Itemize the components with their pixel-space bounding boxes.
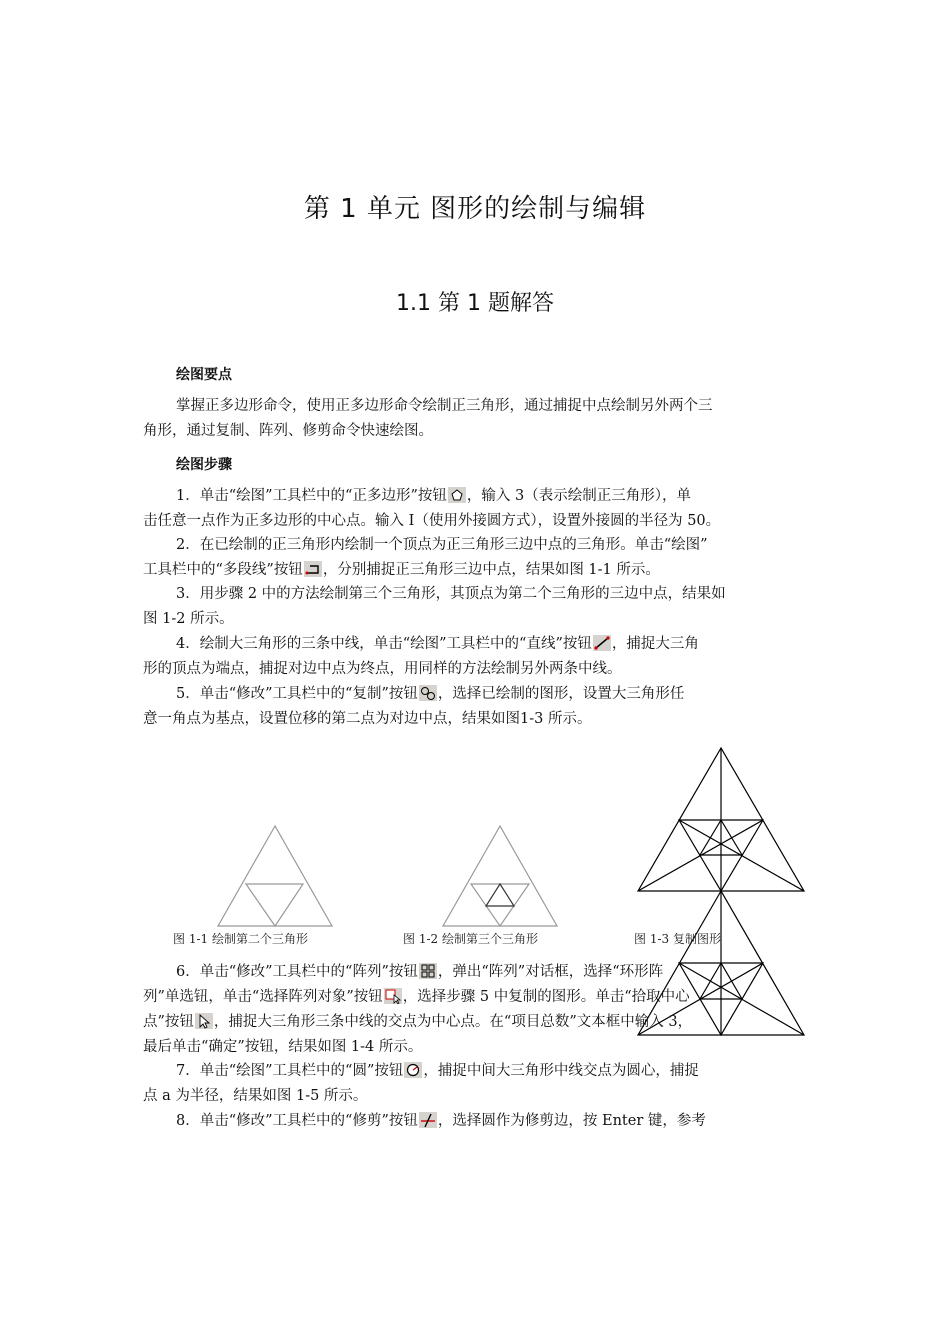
step5-line-2: 意一角点为基点，设置位移的第二点为对边中点，结果如图1-3 所示。 [143,711,592,727]
label-drawing-steps: 绘图步骤 [176,457,232,473]
step1-line-2: 击任意一点作为正多边形的中心点。输入 I（使用外接圆方式），设置外接圆的半径为 50。 [143,513,721,529]
line-icon [593,635,611,651]
figure-1-1 [218,826,332,926]
step3-line-1: 3．用步骤 2 中的方法绘制第三个三角形，其顶点为第二个三角形的三边中点，结果如 [176,586,726,602]
step4-text-a: 4．绘制大三角形的三条中线，单击“绘图”工具栏中的“直线”按钮 [176,636,592,652]
step6-text-e: 点”按钮 [143,1014,194,1030]
chapter-title: 第 1 单元 图形的绘制与编辑 [303,194,647,224]
step6-line-3 [143,1012,692,1032]
step6-text-c: 列”单选钮，单击“选择阵列对象”按钮 [143,989,383,1005]
select-objects-icon [384,988,402,1004]
step8-line-1 [176,1111,706,1131]
step5-text-b: ，选择已绘制的图形，设置大三角形任 [437,686,685,702]
step1-text-a: 1．单击“绘图”工具栏中的“正多边形”按钮 [176,488,447,504]
step2-text-b: 工具栏中的“多段线”按钮 [143,562,303,578]
label-drawing-points: 绘图要点 [176,367,232,383]
step7-text-b: ，捕捉中间大三角形中线交点为圆心，捕捉 [423,1063,699,1079]
step7-text-a: 7．单击“绘图”工具栏中的“圆”按钮 [176,1063,404,1079]
polyline-icon [304,561,322,577]
trim-icon [419,1112,437,1128]
step6-text-f: ，捕捉大三角形三条中线的交点为中心点。在“项目总数”文本框中输入 3， [213,1014,693,1030]
figure-1-2-caption: 图 1-2 绘制第三个三角形 [403,932,538,946]
polygon-icon [448,487,466,503]
points-text-line-2: 角形，通过复制、阵列、修剪命令快速绘图。 [143,423,433,439]
points-text-line-1: 掌握正多边形命令，使用正多边形命令绘制正三角形，通过捕捉中点绘制另外两个三 [176,398,713,414]
step1-line-1 [176,486,691,506]
step5-text-a: 5．单击“修改”工具栏中的“复制”按钮 [176,686,418,702]
circle-icon [404,1062,422,1078]
step6-text-b: ，弹出“阵列”对话框，选择“环形阵 [437,964,664,980]
figure-1-3-caption: 图 1-3 复制图形 [634,932,721,946]
section-title: 1.1 第 1 题解答 [396,291,554,316]
figure-1-2 [443,826,557,926]
figure-1-1-caption: 图 1-1 绘制第二个三角形 [173,932,308,946]
step7-line-2: 点 a 为半径，结果如图 1-5 所示。 [143,1088,368,1104]
step4-text-b: ，捕捉大三角 [611,636,699,652]
array-icon [419,963,437,979]
step6-text-a: 6．单击“修改”工具栏中的“阵列”按钮 [176,964,418,980]
step2-line-2 [143,560,660,580]
step3-line-2: 图 1-2 所示。 [143,611,234,627]
step8-text-b: ，选择圆作为修剪边，按 Enter 键，参考 [437,1113,706,1129]
step6-line-2 [143,987,690,1007]
step4-line-1 [176,634,699,654]
step4-line-2: 形的顶点为端点，捕捉对边中点为终点，用同样的方法绘制另外两条中线。 [143,661,622,677]
step5-line-1 [176,684,684,704]
copy-icon [419,685,437,701]
step6-line-1 [176,962,663,982]
step6-line-4: 最后单击“确定”按钮，结果如图 1-4 所示。 [143,1039,423,1055]
step2-text-c: ，分别捕捉正三角形三边中点，结果如图 1-1 所示。 [322,562,660,578]
step8-text-a: 8．单击“修改”工具栏中的“修剪”按钮 [176,1113,418,1129]
step2-line-1: 2．在已绘制的正三角形内绘制一个顶点为正三角形三边中点的三角形。单击“绘图” [176,537,708,553]
step6-text-d: ，选择步骤 5 中复制的图形。单击“拾取中心 [402,989,690,1005]
step1-text-b: ，输入 3（表示绘制正三角形），单 [466,488,691,504]
pick-center-icon [195,1013,213,1029]
step7-line-1 [176,1061,699,1081]
